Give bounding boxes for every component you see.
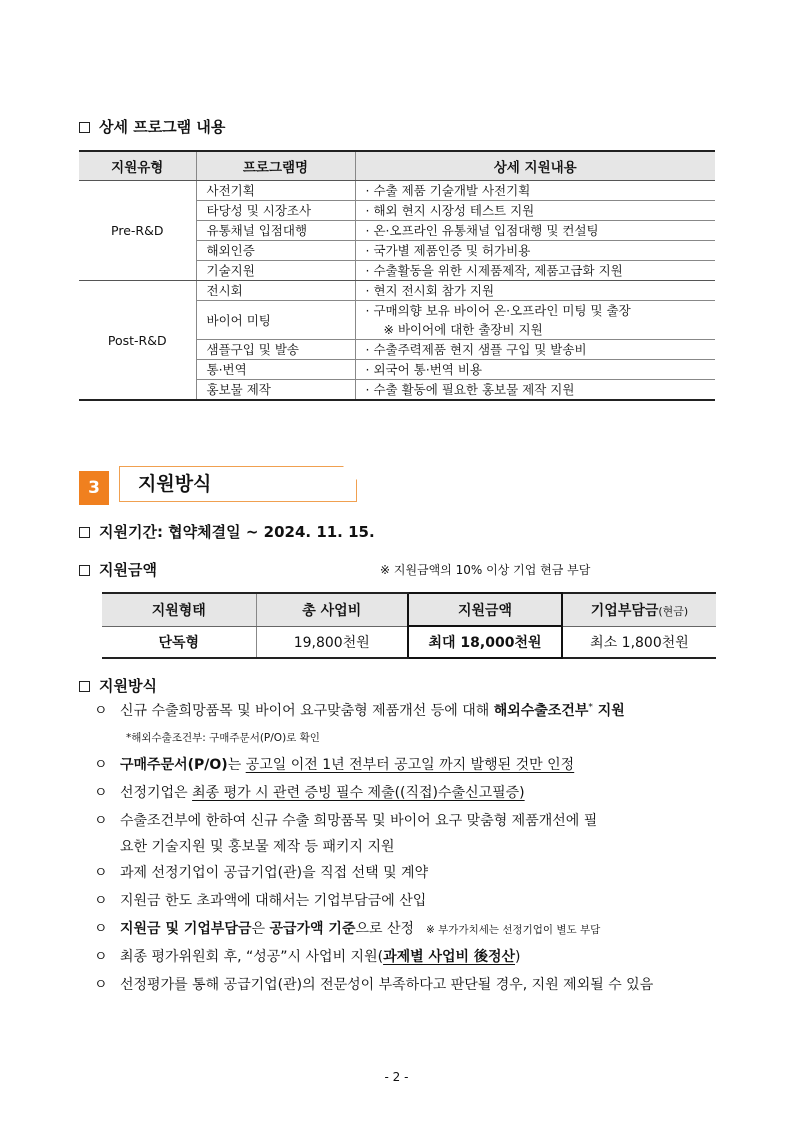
program-name: 전시회 (196, 281, 355, 301)
bullet-icon: ㅇ (94, 977, 108, 993)
method-item-2: ㅇ 구매주문서(P/O)는 공고일 이전 1년 전부터 공고일 까지 발행된 것만 인정 (94, 754, 574, 774)
bullet-icon: ㅇ (94, 785, 108, 801)
section-title-corner (343, 466, 357, 480)
program-detail: · 구매의향 보유 바이어 온·오프라인 미팅 및 출장 (365, 303, 631, 318)
type-post-rnd: Post-R&D (79, 281, 196, 401)
method-item-1-note: *해외수출조건부: 구매주문서(P/O)로 확인 (126, 732, 320, 744)
program-detail: · 온·오프라인 유통채널 입점대행 및 컨설팅 (355, 221, 715, 241)
support-method-heading: 지원방식 (79, 675, 157, 696)
support-type-value: 단독형 (102, 626, 256, 658)
program-detail: · 외국어 통·번역 비용 (355, 360, 715, 380)
method-item-9: ㅇ 선정평가를 통해 공급기업(관)의 전문성이 부족하다고 판단될 경우, 지원 제외될 수 있음 (94, 974, 653, 994)
bullet-icon: ㅇ (94, 865, 108, 881)
col-header-detail: 상세 지원내용 (355, 151, 715, 181)
program-detail-note: ※ 바이어에 대한 출장비 지원 (355, 320, 715, 340)
bullet-icon: ㅇ (94, 703, 108, 719)
support-amount-heading: 지원금액 (79, 559, 157, 580)
checkbox-square-icon (79, 122, 90, 133)
program-name: 해외인증 (196, 241, 355, 261)
program-section-heading: 상세 프로그램 내용 (79, 116, 225, 137)
page-number: - 2 - (384, 1070, 409, 1084)
method-item-8: ㅇ 최종 평가위원회 후, “성공”시 사업비 지원(과제별 사업비 後정산) (94, 946, 520, 966)
col-header-support-amount: 지원금액 (408, 593, 562, 626)
program-name: 홍보물 제작 (196, 380, 355, 401)
method-item-6: ㅇ 지원금 한도 초과액에 대해서는 기업부담금에 산입 (94, 890, 426, 910)
col-header-total: 총 사업비 (256, 593, 408, 626)
col-header-support-type: 지원형태 (102, 593, 256, 626)
support-amount-note: ※ 지원금액의 10% 이상 기업 현금 부담 (380, 563, 591, 577)
program-name: 바이어 미팅 (196, 301, 355, 340)
checkbox-square-icon (79, 565, 90, 576)
program-name: 기술지원 (196, 261, 355, 281)
method-item-3: ㅇ 선정기업은 최종 평가 시 관련 증빙 필수 제출((직접)수출신고필증) (94, 782, 525, 802)
program-detail: · 수출활동을 위한 시제품제작, 제품고급화 지원 (355, 261, 715, 281)
program-detail: · 수출 제품 기술개발 사전기획 (355, 181, 715, 201)
support-period: 지원기간: 협약체결일 ~ 2024. 11. 15. (79, 521, 375, 542)
method-item-4-cont: 요한 기술지원 및 홍보물 제작 등 패키지 지원 (120, 839, 395, 855)
bullet-icon: ㅇ (94, 757, 108, 773)
section-title: 지원방식 (119, 466, 357, 502)
col-header-company-share: 기업부담금(현금) (562, 593, 716, 626)
program-table (79, 150, 715, 401)
method-item-4: ㅇ 수출조건부에 한하여 신규 수출 희망품목 및 바이어 요구 맞춤형 제품개선에 필 (94, 810, 597, 830)
bullet-icon: ㅇ (94, 893, 108, 909)
table-row (79, 281, 715, 301)
program-name: 사전기획 (196, 181, 355, 201)
program-detail: · 수출주력제품 현지 샘플 구입 및 발송비 (355, 340, 715, 360)
method-item-5: ㅇ 과제 선정기업이 공급기업(관)을 직접 선택 및 계약 (94, 862, 428, 882)
section-number-badge: 3 (79, 471, 109, 505)
program-name: 유통채널 입점대행 (196, 221, 355, 241)
bullet-icon: ㅇ (94, 813, 108, 829)
table-row (79, 181, 715, 201)
program-name: 통·번역 (196, 360, 355, 380)
program-name: 타당성 및 시장조사 (196, 201, 355, 221)
amount-table (102, 592, 716, 659)
table-row (102, 626, 716, 658)
program-detail: · 수출 활동에 필요한 홍보물 제작 지원 (355, 380, 715, 401)
col-header-program: 프로그램명 (196, 151, 355, 181)
program-detail: · 현지 전시회 참가 지원 (355, 281, 715, 301)
support-amount-value: 최대 18,000천원 (408, 626, 562, 658)
bullet-icon: ㅇ (94, 921, 108, 937)
total-cost-value: 19,800천원 (256, 626, 408, 658)
checkbox-square-icon (79, 681, 90, 692)
method-item-1: ㅇ 신규 수출희망품목 및 바이어 요구맞춤형 제품개선 등에 대해 해외수출조건부* 지원 (94, 700, 625, 720)
bullet-icon: ㅇ (94, 949, 108, 965)
checkbox-square-icon (79, 527, 90, 538)
col-header-type: 지원유형 (79, 151, 196, 181)
program-detail: · 국가별 제품인증 및 허가비용 (355, 241, 715, 261)
type-pre-rnd: Pre-R&D (79, 181, 196, 281)
method-item-7: ㅇ 지원금 및 기업부담금은 공급가액 기준으로 산정 ※ 부가가치세는 선정기업이 별도 부담 (94, 918, 600, 938)
company-share-value: 최소 1,800천원 (562, 626, 716, 658)
program-detail: · 해외 현지 시장성 테스트 지원 (355, 201, 715, 221)
program-name: 샘플구입 및 발송 (196, 340, 355, 360)
